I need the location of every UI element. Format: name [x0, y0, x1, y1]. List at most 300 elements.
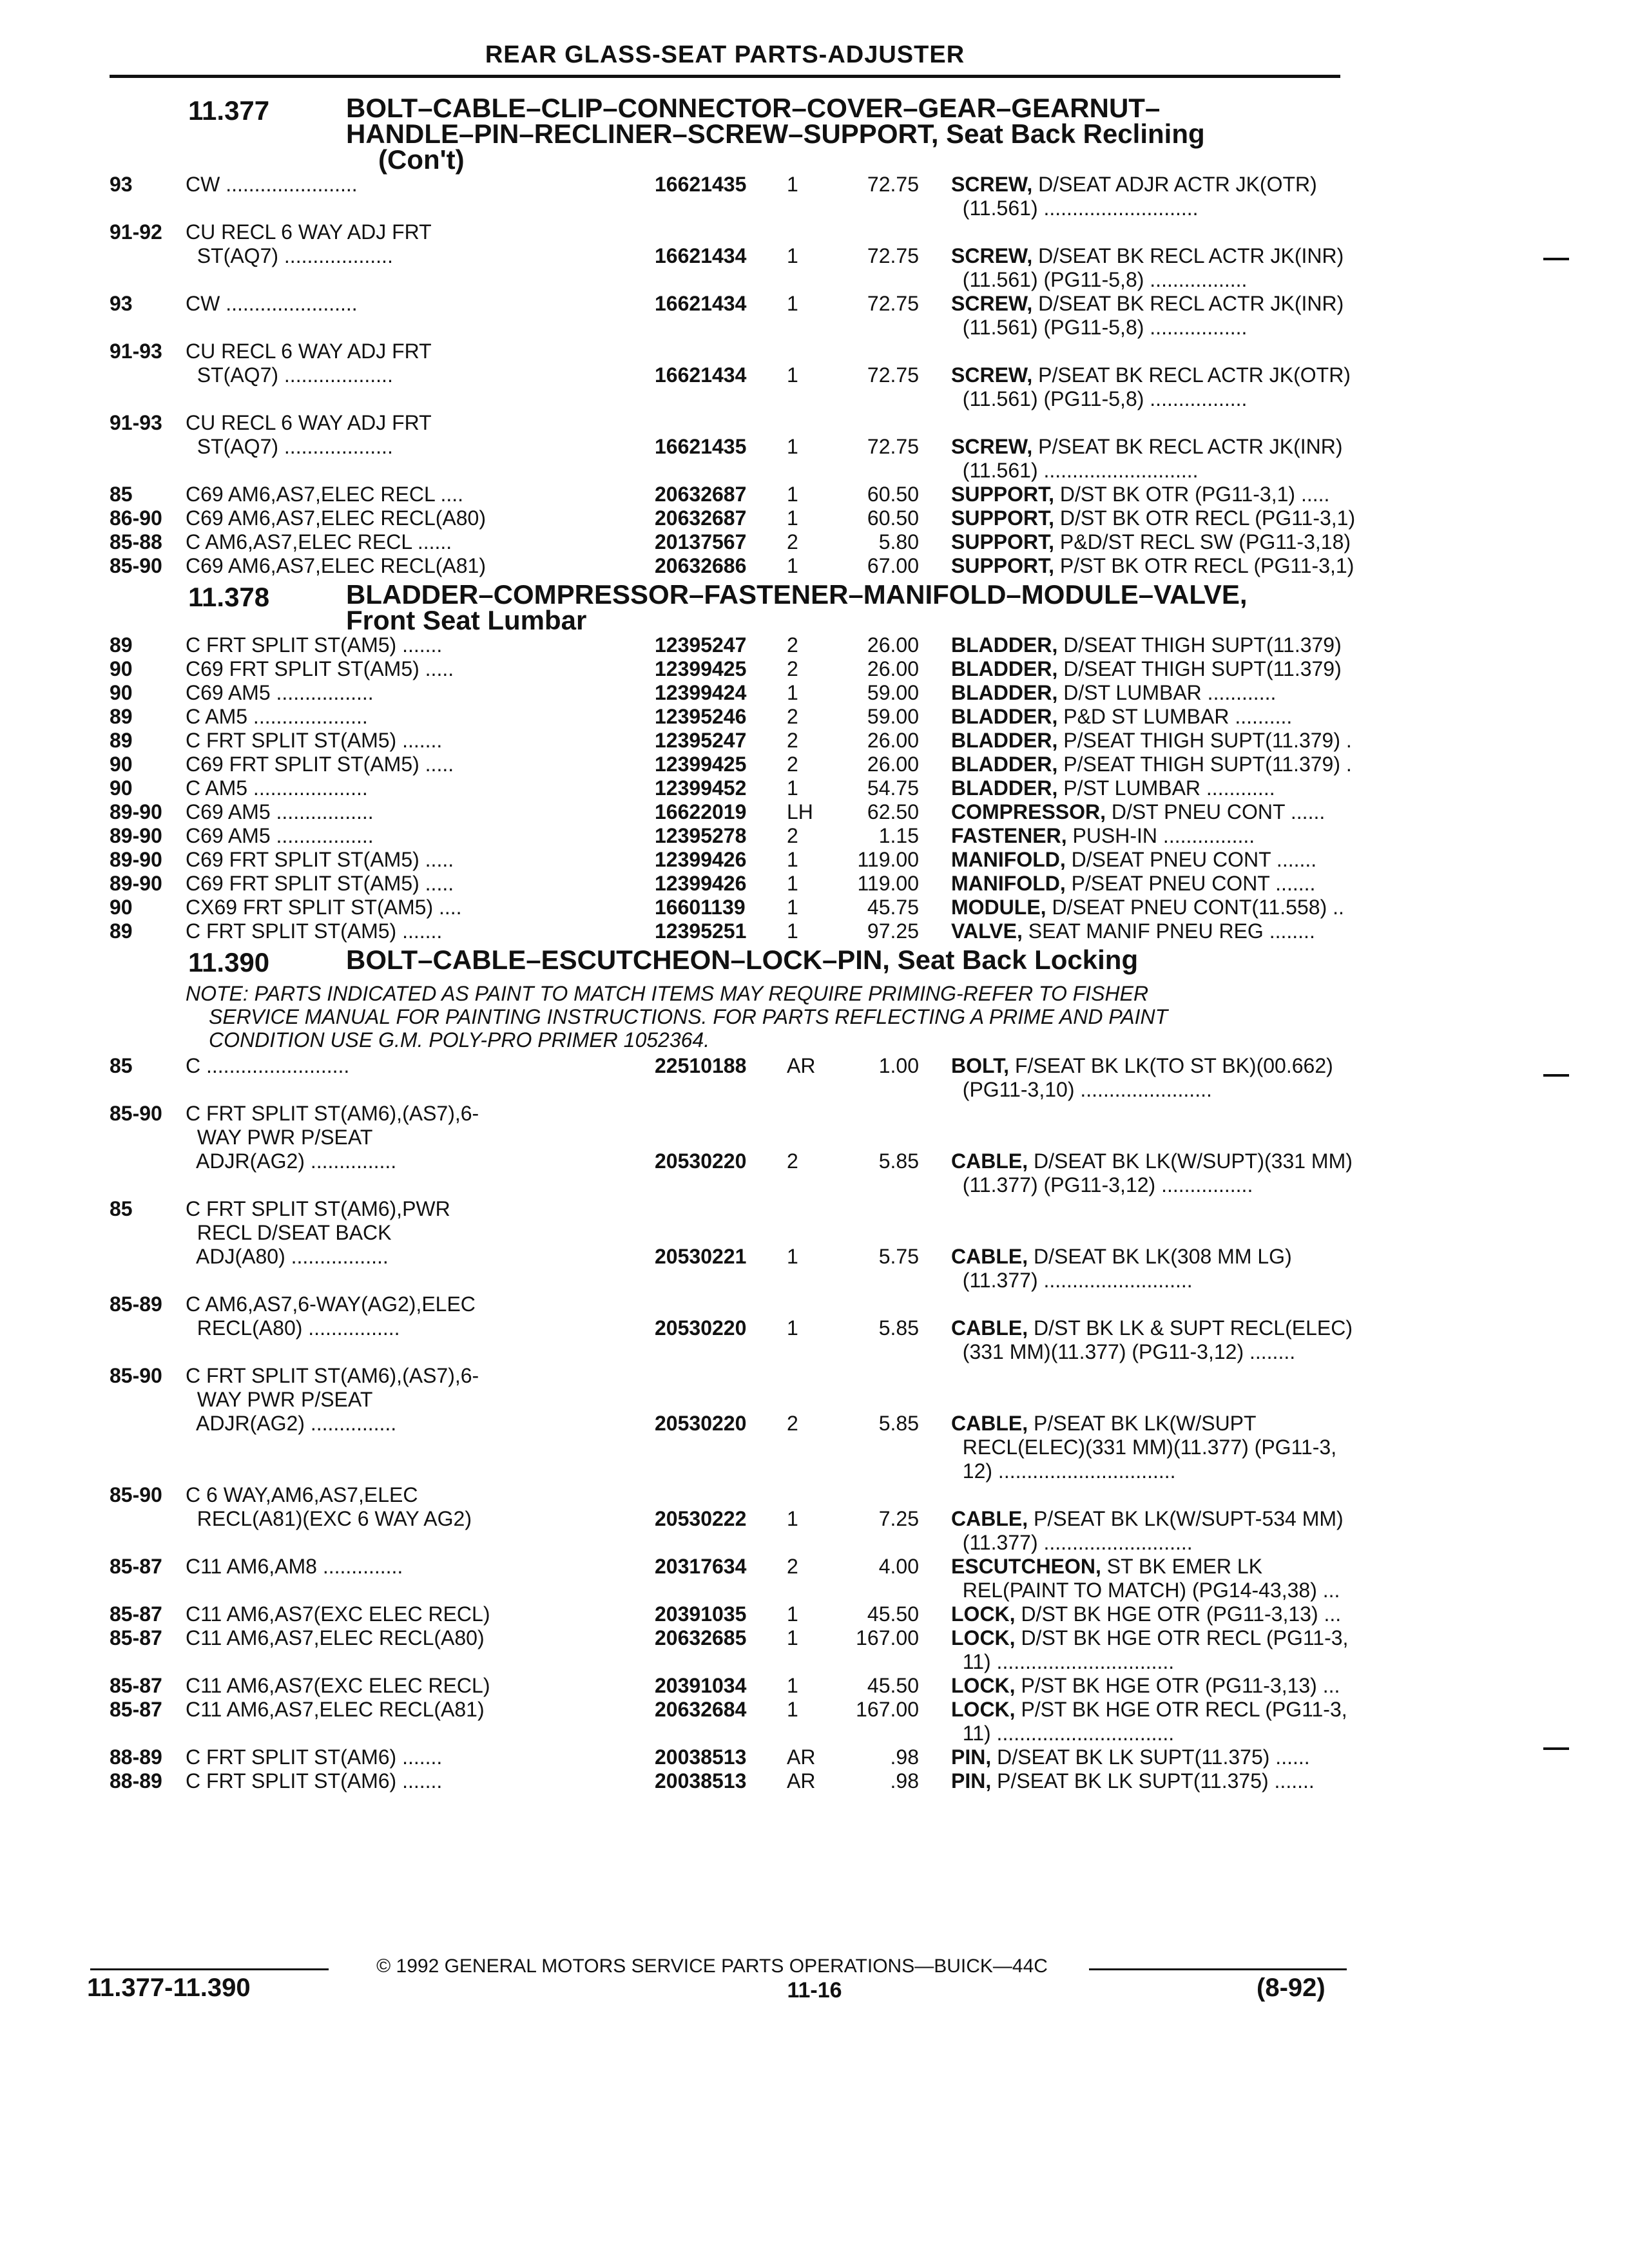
header-rule [110, 75, 1340, 78]
quantity: 1 [787, 173, 798, 196]
model-description [186, 919, 655, 943]
model-years: 89 [110, 705, 133, 728]
model-description-line: C69 AM5 ................. [186, 824, 374, 847]
price: 26.00 [867, 753, 919, 776]
part-name [951, 435, 1428, 483]
part-number: 20632684 [655, 1698, 747, 1721]
part-name-line: CABLE, D/SEAT BK LK(W/SUPT)(331 MM) [951, 1149, 1353, 1173]
price: 62.50 [867, 800, 919, 823]
part-name [951, 919, 1428, 943]
model-description [186, 1769, 655, 1793]
part-name-line: (11.377) .......................... [951, 1531, 1193, 1554]
part-row [110, 292, 1347, 340]
section-title-line: (Con't) [378, 144, 465, 175]
part-name-keyword: SCREW, [951, 363, 1033, 387]
model-description-line: CU RECL 6 WAY ADJ FRT [186, 340, 432, 363]
quantity: 2 [787, 824, 798, 847]
part-row [110, 729, 1352, 753]
footer-copyright: © 1992 GENERAL MOTORS SERVICE PARTS OPERATIONS—BUICK—44C [376, 1956, 1048, 1977]
part-name-line: BOLT, F/SEAT BK LK(TO ST BK)(00.662) [951, 1054, 1333, 1077]
part-row [110, 1483, 1347, 1555]
model-years: 85-87 [110, 1602, 162, 1626]
part-name-keyword: CABLE, [951, 1412, 1028, 1435]
model-description [186, 800, 655, 824]
model-years: 89-90 [110, 824, 162, 847]
part-name-line: (331 MM)(11.377) (PG11-3,12) ........ [951, 1340, 1296, 1363]
model-description-line: C69 FRT SPLIT ST(AM5) ..... [186, 848, 454, 871]
model-description-line: C FRT SPLIT ST(AM6),(AS7),6- [186, 1102, 479, 1125]
part-name-line: CABLE, P/SEAT BK LK(W/SUPT-534 MM) [951, 1507, 1344, 1530]
part-name-line: LOCK, D/ST BK HGE OTR (PG11-3,13) ... [951, 1602, 1342, 1626]
part-number: 16622019 [655, 800, 747, 823]
price: 7.25 [878, 1507, 919, 1530]
price: 72.75 [867, 173, 919, 196]
price: 97.25 [867, 919, 919, 943]
price: 67.00 [867, 554, 919, 577]
margin-tick [1543, 1074, 1569, 1077]
part-name-line: (11.561) (PG11-5,8) ................. [951, 268, 1248, 291]
part-name-keyword: SCREW, [951, 435, 1033, 458]
part-row [110, 776, 1347, 800]
part-number: 16621434 [655, 292, 747, 315]
part-name-line: BLADDER, P/SEAT THIGH SUPT(11.379) . [951, 753, 1352, 776]
price: 26.00 [867, 729, 919, 752]
part-name-keyword: BLADDER, [951, 657, 1058, 680]
part-name [951, 872, 1428, 896]
model-years: 85-87 [110, 1555, 162, 1578]
quantity: 1 [787, 872, 798, 895]
part-name [951, 1555, 1428, 1602]
part-name-keyword: SUPPORT, [951, 483, 1055, 506]
part-name [951, 1507, 1428, 1555]
part-name-line: SUPPORT, D/ST BK OTR (PG11-3,1) ..... [951, 483, 1330, 506]
part-name-keyword: LOCK, [951, 1626, 1016, 1649]
model-description-line: C AM5 .................... [186, 705, 368, 728]
model-description-line: C FRT SPLIT ST(AM6),PWR [186, 1197, 450, 1220]
margin-tick [1543, 258, 1569, 260]
part-name [951, 753, 1428, 776]
model-years: 85-90 [110, 1483, 162, 1506]
model-description-line: C11 AM6,AS7(EXC ELEC RECL) [186, 1602, 490, 1626]
model-description-line: CW ....................... [186, 292, 358, 315]
part-name-line: RECL(ELEC)(331 MM)(11.377) (PG11-3, [951, 1436, 1337, 1459]
section-number: 11.390 [188, 947, 270, 977]
model-description [186, 824, 655, 848]
part-row [110, 411, 1347, 483]
model-description [186, 872, 655, 896]
part-name-keyword: SUPPORT, [951, 530, 1055, 553]
part-name-keyword: MODULE, [951, 896, 1046, 919]
quantity: 2 [787, 530, 798, 553]
part-number: 20632686 [655, 554, 747, 577]
model-description-line: C 6 WAY,AM6,AS7,ELEC [186, 1483, 418, 1506]
part-row [110, 705, 1347, 729]
model-description-line: C FRT SPLIT ST(AM6),(AS7),6- [186, 1364, 479, 1387]
part-name-keyword: MANIFOLD, [951, 872, 1066, 895]
part-name-line: BLADDER, P&D ST LUMBAR .......... [951, 705, 1293, 728]
model-description [186, 483, 655, 506]
model-years: 90 [110, 657, 133, 680]
model-description [186, 705, 655, 729]
part-name-line: LOCK, D/ST BK HGE OTR RECL (PG11-3, [951, 1626, 1349, 1649]
part-name [951, 1674, 1428, 1698]
model-years: 89 [110, 729, 133, 752]
model-description [186, 1197, 655, 1269]
model-years: 85-89 [110, 1293, 162, 1316]
part-name [951, 530, 1428, 554]
quantity: 2 [787, 1412, 798, 1435]
part-name [951, 1245, 1428, 1293]
footer-section-range: 11.377-11.390 [87, 1974, 251, 2002]
part-name-keyword: BLADDER, [951, 753, 1058, 776]
model-years: 93 [110, 292, 133, 315]
model-years: 93 [110, 173, 133, 196]
part-name [951, 554, 1428, 578]
price: 59.00 [867, 705, 919, 728]
part-name-line: PIN, P/SEAT BK LK SUPT(11.375) ....... [951, 1769, 1315, 1792]
model-description-line: RECL D/SEAT BACK [186, 1221, 392, 1244]
part-name-line: SUPPORT, P&D/ST RECL SW (PG11-3,18) [951, 530, 1351, 553]
model-description-line: C69 AM5 ................. [186, 681, 374, 704]
part-name-line: LOCK, P/ST BK HGE OTR RECL (PG11-3, [951, 1698, 1347, 1721]
part-name-line: SCREW, P/SEAT BK RECL ACTR JK(OTR) [951, 363, 1351, 387]
quantity: 2 [787, 633, 798, 657]
model-description-line: RECL(A80) ................ [186, 1316, 400, 1340]
part-number: 22510188 [655, 1054, 747, 1077]
part-name [951, 1149, 1428, 1197]
model-description-line: C69 FRT SPLIT ST(AM5) ..... [186, 753, 454, 776]
model-description [186, 633, 655, 657]
model-description-line: C FRT SPLIT ST(AM5) ....... [186, 729, 443, 752]
model-description-line: ADJR(AG2) ............... [186, 1412, 397, 1435]
part-name-line: PIN, D/SEAT BK LK SUPT(11.375) ...... [951, 1745, 1310, 1769]
part-row [110, 872, 1347, 896]
part-row [110, 1745, 1347, 1769]
price: 26.00 [867, 633, 919, 657]
quantity: 1 [787, 1674, 798, 1697]
price: 5.85 [878, 1149, 919, 1173]
part-name [951, 1602, 1428, 1626]
quantity: 1 [787, 435, 798, 458]
section-heading [110, 947, 1347, 978]
model-description-line: WAY PWR P/SEAT [186, 1126, 373, 1149]
part-name [951, 173, 1428, 220]
part-name [951, 1316, 1428, 1364]
model-description [186, 1483, 655, 1531]
model-description [186, 896, 655, 919]
model-years: 85-88 [110, 530, 162, 553]
part-number: 20137567 [655, 530, 747, 553]
part-name-keyword: SCREW, [951, 244, 1033, 267]
part-name-line: (11.561) (PG11-5,8) ................. [951, 387, 1248, 410]
section-title-line: BOLT–CABLE–ESCUTCHEON–LOCK–PIN, Seat Back Locking [346, 945, 1139, 975]
part-name-keyword: FASTENER, [951, 824, 1067, 847]
part-number: 12395251 [655, 919, 747, 943]
price: 59.00 [867, 681, 919, 704]
model-description-line: ST(AQ7) ................... [186, 244, 393, 267]
price: 45.75 [867, 896, 919, 919]
model-description [186, 657, 655, 681]
part-number: 20530220 [655, 1149, 747, 1173]
part-row [110, 800, 1347, 824]
section-number: 11.377 [188, 95, 270, 126]
part-name [951, 1626, 1428, 1674]
model-years: 88-89 [110, 1769, 162, 1792]
part-name-keyword: BLADDER, [951, 705, 1058, 728]
part-row [110, 1602, 1347, 1626]
part-name-keyword: LOCK, [951, 1602, 1016, 1626]
price: 72.75 [867, 244, 919, 267]
model-description-line: C11 AM6,AS7,ELEC RECL(A81) [186, 1698, 485, 1721]
price: .98 [890, 1745, 919, 1769]
quantity: LH [787, 800, 813, 823]
model-description-line: C FRT SPLIT ST(AM5) ....... [186, 633, 443, 657]
part-name-line: (11.561) ........................... [951, 459, 1199, 482]
quantity: 2 [787, 657, 798, 680]
catalog-section [110, 93, 1356, 578]
part-row [110, 1102, 1353, 1197]
model-years: 89-90 [110, 848, 162, 871]
part-name-line: SCREW, P/SEAT BK RECL ACTR JK(INR) [951, 435, 1343, 458]
model-years: 89-90 [110, 872, 162, 895]
part-number: 20530221 [655, 1245, 747, 1268]
part-name-keyword: MANIFOLD, [951, 848, 1066, 871]
quantity: 1 [787, 363, 798, 387]
part-name-keyword: BOLT, [951, 1054, 1010, 1077]
part-name-line: ESCUTCHEON, ST BK EMER LK [951, 1555, 1263, 1578]
part-row [110, 220, 1347, 292]
model-description [186, 530, 655, 554]
part-number: 16621434 [655, 363, 747, 387]
part-name [951, 1745, 1428, 1769]
part-name-keyword: PIN, [951, 1769, 992, 1792]
part-row [110, 1364, 1347, 1483]
price: 60.50 [867, 483, 919, 506]
part-name-keyword: SUPPORT, [951, 506, 1055, 530]
part-row [110, 530, 1351, 554]
model-description-line: C69 FRT SPLIT ST(AM5) ..... [186, 657, 454, 680]
part-number: 20530220 [655, 1316, 747, 1340]
price: 60.50 [867, 506, 919, 530]
part-name-line: MODULE, D/SEAT PNEU CONT(11.558) .. [951, 896, 1344, 919]
model-years: 85 [110, 1197, 133, 1220]
quantity: AR [787, 1769, 816, 1792]
model-description [186, 848, 655, 872]
model-years: 90 [110, 776, 133, 800]
model-years: 85-90 [110, 554, 162, 577]
model-description [186, 1102, 655, 1173]
model-years: 85-90 [110, 1364, 162, 1387]
part-row [110, 848, 1347, 872]
model-years: 90 [110, 681, 133, 704]
model-description [186, 340, 655, 387]
part-name-keyword: ESCUTCHEON, [951, 1555, 1101, 1578]
part-name-line: VALVE, SEAT MANIF PNEU REG ........ [951, 919, 1315, 943]
part-name-keyword: BLADDER, [951, 776, 1058, 800]
part-number: 20632685 [655, 1626, 747, 1649]
quantity: 2 [787, 729, 798, 752]
model-description [186, 729, 655, 753]
catalog-section [110, 579, 1352, 943]
model-description-line: C11 AM6,AS7(EXC ELEC RECL) [186, 1674, 490, 1697]
page-title: REAR GLASS-SEAT PARTS-ADJUSTER [485, 41, 965, 68]
part-row [110, 506, 1356, 530]
part-name [951, 848, 1428, 872]
quantity: 1 [787, 1602, 798, 1626]
price: 119.00 [857, 872, 919, 895]
part-name [951, 681, 1428, 705]
part-number: 20530220 [655, 1412, 747, 1435]
model-description-line: CW ....................... [186, 173, 358, 196]
quantity: 2 [787, 753, 798, 776]
part-row [110, 896, 1347, 919]
part-name-keyword: LOCK, [951, 1698, 1016, 1721]
quantity: 1 [787, 483, 798, 506]
note-line: CONDITION USE G.M. POLY-PRO PRIMER 1052364. [209, 1028, 710, 1052]
part-name-line: SUPPORT, D/ST BK OTR RECL (PG11-3,1) [951, 506, 1356, 530]
quantity: 1 [787, 1626, 798, 1649]
model-description [186, 1054, 655, 1078]
part-number: 12399426 [655, 848, 747, 871]
model-description-line: ST(AQ7) ................... [186, 363, 393, 387]
part-name-line: (PG11-3,10) ....................... [951, 1078, 1212, 1101]
part-number: 12399452 [655, 776, 747, 800]
part-name [951, 1769, 1428, 1793]
part-name-line: REL(PAINT TO MATCH) (PG14-43,38) ... [951, 1579, 1340, 1602]
part-name [951, 776, 1428, 800]
quantity: AR [787, 1054, 816, 1077]
part-number: 12399426 [655, 872, 747, 895]
part-name [951, 483, 1428, 506]
part-name-line: BLADDER, P/ST LUMBAR ............ [951, 776, 1275, 800]
quantity: 1 [787, 1698, 798, 1721]
price: 1.00 [878, 1054, 919, 1077]
part-name [951, 363, 1428, 411]
model-years: 85 [110, 483, 133, 506]
part-number: 20038513 [655, 1769, 747, 1792]
price: 72.75 [867, 363, 919, 387]
model-description-line: C AM6,AS7,6-WAY(AG2),ELEC [186, 1293, 476, 1316]
part-name-keyword: SCREW, [951, 292, 1033, 315]
model-description-line: C AM5 .................... [186, 776, 368, 800]
model-description-line: C69 AM6,AS7,ELEC RECL(A80) [186, 506, 486, 530]
price: 4.00 [878, 1555, 919, 1578]
part-name-keyword: COMPRESSOR, [951, 800, 1106, 823]
part-name-line: BLADDER, P/SEAT THIGH SUPT(11.379) . [951, 729, 1352, 752]
model-description-line: WAY PWR P/SEAT [186, 1388, 373, 1411]
part-number: 20530222 [655, 1507, 747, 1530]
model-description-line: C AM6,AS7,ELEC RECL ...... [186, 530, 452, 553]
part-number: 16621434 [655, 244, 747, 267]
part-name [951, 633, 1428, 657]
part-name-keyword: BLADDER, [951, 633, 1058, 657]
model-description-line: ADJR(AG2) ............... [186, 1149, 397, 1173]
part-name-line: FASTENER, PUSH-IN ................ [951, 824, 1255, 847]
part-name-line: (11.561) ........................... [951, 197, 1199, 220]
part-number: 20632687 [655, 506, 747, 530]
model-description [186, 220, 655, 268]
quantity: 1 [787, 776, 798, 800]
section-heading [110, 95, 1347, 173]
note-line: SERVICE MANUAL FOR PAINTING INSTRUCTIONS. FOR PARTS REFLECTING A PRIME AND PAINT [209, 1005, 1168, 1028]
part-name-line: 11) ............................... [951, 1650, 1175, 1673]
model-description [186, 1555, 655, 1579]
part-row [110, 1769, 1347, 1793]
part-name [951, 824, 1428, 848]
model-years: 91-92 [110, 220, 162, 244]
model-years: 91-93 [110, 411, 162, 434]
part-row [110, 633, 1347, 657]
part-row [110, 1698, 1347, 1745]
model-description-line: C69 FRT SPLIT ST(AM5) ..... [186, 872, 454, 895]
part-number: 12395278 [655, 824, 747, 847]
footer-rule-right [1089, 1968, 1347, 1970]
price: 5.75 [878, 1245, 919, 1268]
part-name-line: CABLE, P/SEAT BK LK(W/SUPT [951, 1412, 1257, 1435]
price: 45.50 [867, 1674, 919, 1697]
model-description-line: C11 AM6,AS7,ELEC RECL(A80) [186, 1626, 485, 1649]
part-number: 12399424 [655, 681, 747, 704]
model-description [186, 554, 655, 578]
part-row [110, 919, 1347, 943]
quantity: 1 [787, 896, 798, 919]
model-years: 88-89 [110, 1745, 162, 1769]
section-title-line: HANDLE–PIN–RECLINER–SCREW–SUPPORT, Seat Back Reclining [346, 119, 1205, 149]
model-description-line: C69 AM6,AS7,ELEC RECL(A81) [186, 554, 486, 577]
model-description-line: C FRT SPLIT ST(AM5) ....... [186, 919, 443, 943]
part-name-line: BLADDER, D/ST LUMBAR ............ [951, 681, 1277, 704]
part-row [110, 1555, 1347, 1602]
part-name [951, 244, 1428, 292]
part-name-keyword: CABLE, [951, 1507, 1028, 1530]
part-number: 20317634 [655, 1555, 747, 1578]
model-years: 85-87 [110, 1626, 162, 1649]
part-row [110, 483, 1347, 506]
part-name-line: (11.561) (PG11-5,8) ................. [951, 316, 1248, 339]
model-description [186, 753, 655, 776]
model-description [186, 1698, 655, 1722]
part-name [951, 292, 1428, 340]
part-name-line: SCREW, D/SEAT BK RECL ACTR JK(INR) [951, 244, 1344, 267]
part-row [110, 1626, 1347, 1674]
part-number: 20038513 [655, 1745, 747, 1769]
section-title [346, 95, 1313, 173]
part-name-keyword: SUPPORT, [951, 554, 1055, 577]
part-name-keyword: PIN, [951, 1745, 992, 1769]
price: 72.75 [867, 292, 919, 315]
part-name [951, 1054, 1428, 1102]
section-title-line: Front Seat Lumbar [346, 605, 587, 635]
model-description-line: C11 AM6,AM8 .............. [186, 1555, 403, 1578]
model-years: 85 [110, 1054, 133, 1077]
quantity: 1 [787, 506, 798, 530]
part-name-line: 11) ............................... [951, 1722, 1175, 1745]
model-years: 89 [110, 919, 133, 943]
price: 26.00 [867, 657, 919, 680]
part-row [110, 1674, 1347, 1698]
model-years: 91-93 [110, 340, 162, 363]
part-name [951, 1698, 1428, 1745]
part-number: 12395247 [655, 633, 747, 657]
model-description-line: C ......................... [186, 1054, 350, 1077]
model-description [186, 1602, 655, 1626]
part-name-keyword: SCREW, [951, 173, 1033, 196]
part-name-line: BLADDER, D/SEAT THIGH SUPT(11.379) [951, 657, 1342, 680]
quantity: 1 [787, 848, 798, 871]
part-number: 16621435 [655, 173, 747, 196]
model-description [186, 1745, 655, 1769]
section-note [110, 982, 1281, 1052]
